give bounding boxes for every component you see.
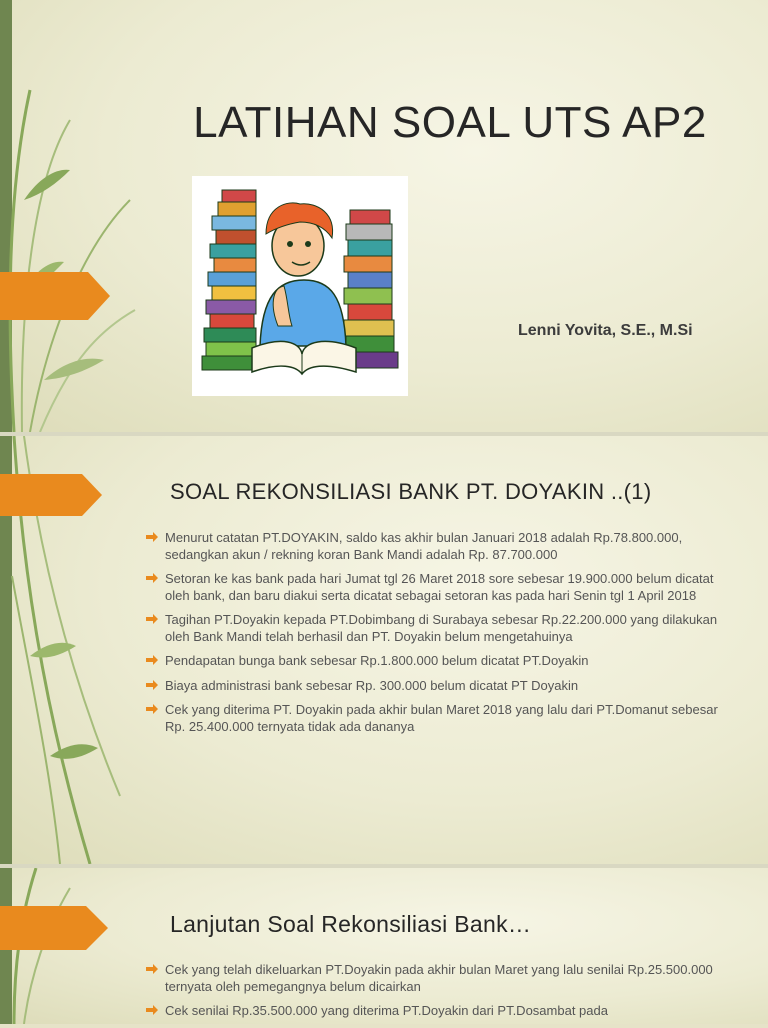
leaf-decoration-icon xyxy=(0,0,140,432)
list-item xyxy=(146,1003,726,1020)
list-item xyxy=(146,678,726,695)
list-item xyxy=(146,653,726,670)
slide-3-bullet-list xyxy=(146,962,726,1028)
list-item xyxy=(146,612,726,645)
bullet-text: Tagihan PT.Doyakin kepada PT.Dobimbang di Surabaya sebesar Rp.22.200.000 yang dilakukan oleh Bank Mandi telah berhasil dan PT. Doyakin belum mengetahuinya xyxy=(165,612,718,644)
slide-title xyxy=(0,0,768,432)
list-item xyxy=(146,571,726,604)
bullet-text: Cek senilai Rp.35.500.000 yang diterima PT.Doyakin dari PT.Dosambat pada xyxy=(165,1003,608,1018)
bullet-text: Pendapatan bunga bank sebesar Rp.1.800.000 belum dicatat PT.Doyakin xyxy=(165,653,589,668)
arrow-bullet-icon xyxy=(146,532,158,542)
bullet-text: Setoran ke kas bank pada hari Jumat tgl 26 Maret 2018 sore sebesar 19.900.000 belum dicatat oleh bank, dan baru diakui serta dicatat sebagai setoran kas pada hari Senin tgl 1 April 2018 xyxy=(165,571,714,603)
list-item xyxy=(146,962,726,995)
orange-arrow-tab-icon xyxy=(0,474,102,516)
bullet-text: Biaya administrasi bank sebesar Rp. 300.000 belum dicatat PT Doyakin xyxy=(165,677,579,693)
arrow-bullet-icon xyxy=(146,964,158,974)
arrow-bullet-icon xyxy=(146,680,158,690)
arrow-bullet-icon xyxy=(146,704,158,714)
slide-3-title: Lanjutan Soal Rekonsiliasi Bank… xyxy=(170,911,532,937)
slide-2-title: SOAL REKONSILIASI BANK PT. DOYAKIN ..(1) xyxy=(170,479,652,504)
arrow-bullet-icon xyxy=(146,1005,158,1015)
list-item xyxy=(146,530,726,563)
orange-arrow-tab-icon xyxy=(0,906,108,950)
orange-arrow-tab-icon xyxy=(0,272,110,320)
arrow-bullet-icon xyxy=(146,573,158,583)
bullet-text: Cek yang diterima PT. Doyakin pada akhir bulan Maret 2018 yang lalu dari PT.Domanut sebesar Rp. 25.400.000 ternyata tidak ada dananya xyxy=(165,702,718,734)
arrow-bullet-icon xyxy=(146,614,158,624)
slide-1-title: LATIHAN SOAL UTS AP2 xyxy=(193,98,707,147)
bullet-text: Menurut catatan PT.DOYAKIN, saldo kas akhir bulan Januari 2018 adalah Rp.78.800.000, sedangkan akun / rekning koran Bank Mandi adalah Rp. 87.700.000 xyxy=(165,530,683,562)
student-with-books-illustration-icon xyxy=(192,176,408,396)
arrow-bullet-icon xyxy=(146,655,158,665)
list-item xyxy=(146,702,726,735)
slide-2-bullet-list xyxy=(146,530,726,743)
bullet-text: Cek yang telah dikeluarkan PT.Doyakin pada akhir bulan Maret yang lalu senilai Rp.25.500.000 ternyata oleh pemegangnya belum dicairkan xyxy=(165,962,713,994)
author-name: Lenni Yovita, S.E., M.Si xyxy=(518,322,693,339)
